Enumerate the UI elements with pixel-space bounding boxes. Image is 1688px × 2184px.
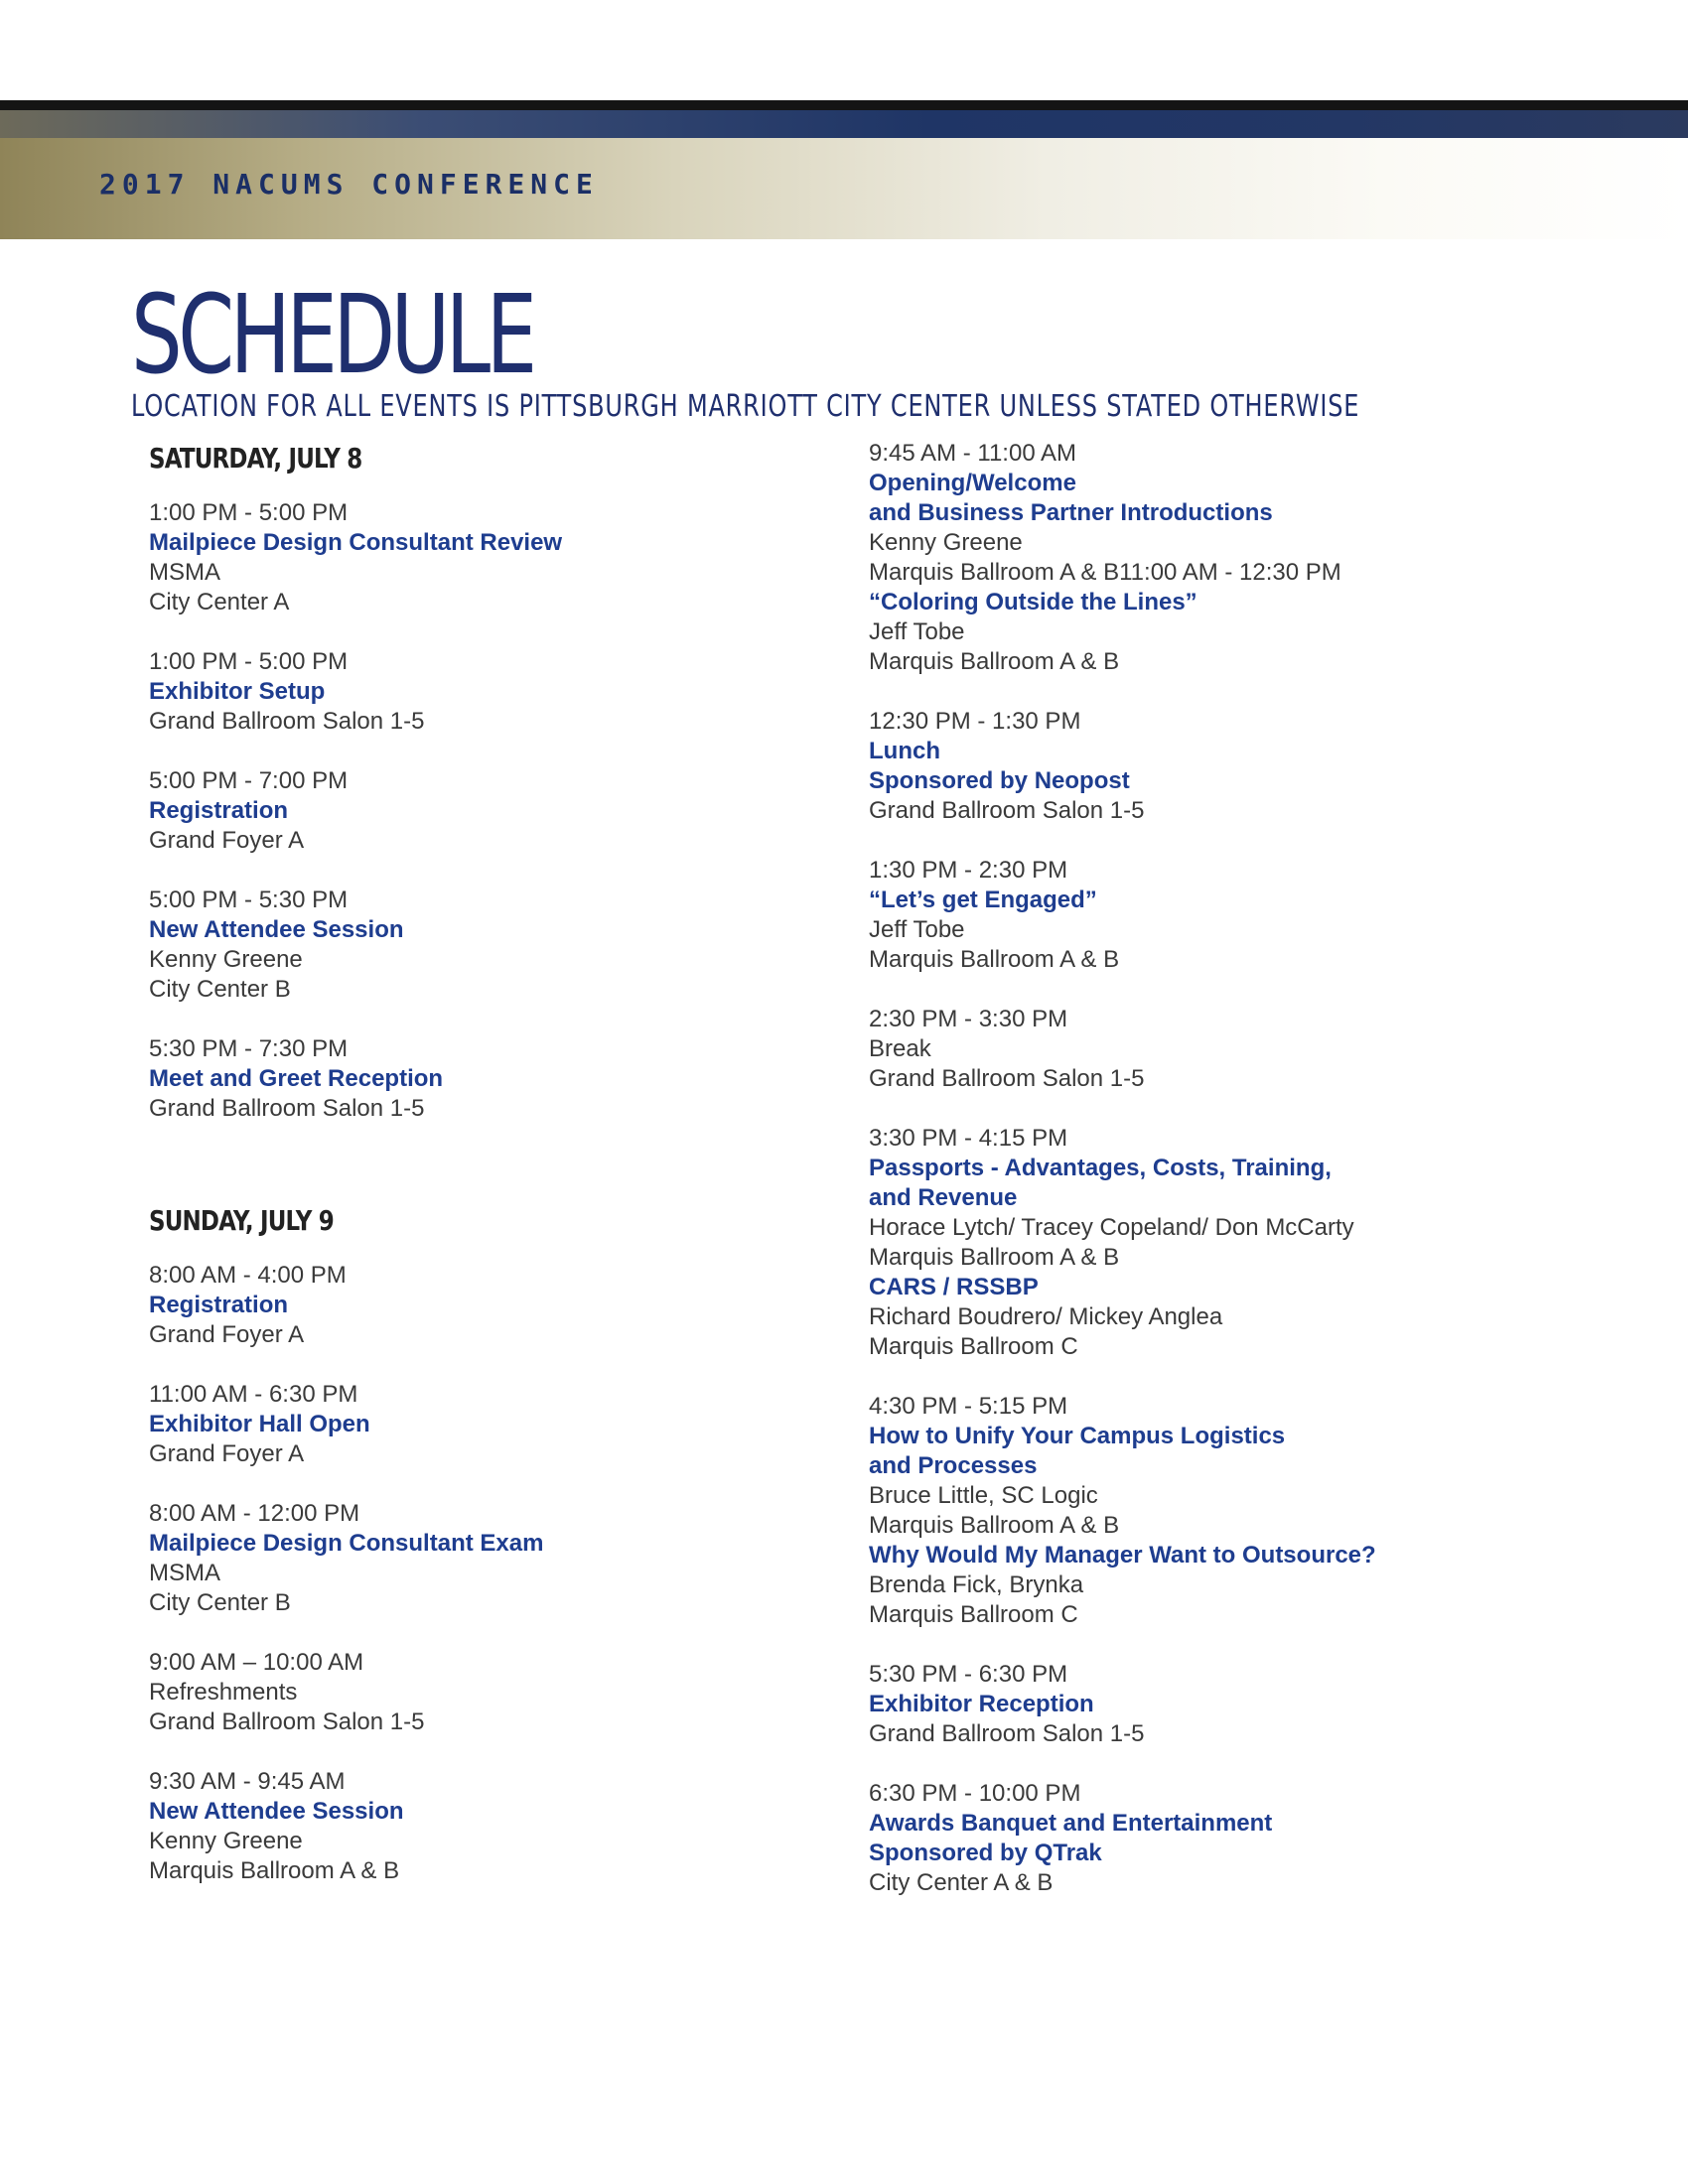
event-detail: Bruce Little, SC Logic [869,1482,1098,1509]
event-location: Marquis Ballroom A & B [869,1244,1120,1271]
event-saturday-2 [149,647,844,737]
event-sunday-6 [869,439,1584,677]
event-title: Lunch [869,738,940,764]
left-column [149,439,844,1916]
event-location: Grand Ballroom Salon 1-5 [869,1720,1145,1747]
event-saturday-4 [149,886,844,1005]
event-time: 1:30 PM - 2:30 PM [869,857,1068,884]
event-location: City Center B [149,1589,291,1616]
event-title: Meet and Greet Reception [149,1065,444,1092]
event-detail: Break [869,1035,931,1062]
event-time: 8:00 AM - 12:00 PM [149,1500,360,1527]
event-time: 8:00 AM - 4:00 PM [149,1262,347,1289]
event-sponsor: Sponsored by QTrak [869,1840,1102,1866]
page-subtitle: LOCATION FOR ALL EVENTS IS PITTSBURGH MARRIOTT CITY CENTER UNLESS STATED OTHERWISE [131,389,1360,424]
event-sponsor: Sponsored by Neopost [869,767,1130,794]
event-title: How to Unify Your Campus Logistics [869,1423,1286,1449]
event-title: Exhibitor Setup [149,678,326,705]
event-title: “Coloring Outside the Lines” [869,589,1197,615]
event-location: City Center B [149,976,291,1003]
event-location: Grand Ballroom Salon 1-5 [869,1065,1145,1092]
event-title: “Let’s get Engaged” [869,887,1097,913]
event-time: 9:00 AM – 10:00 AM [149,1649,364,1676]
event-detail: Kenny Greene [149,1828,303,1854]
event-sunday-5 [149,1767,844,1886]
event-time: 4:30 PM - 5:15 PM [869,1393,1068,1420]
event-time: 5:30 PM - 6:30 PM [869,1661,1068,1688]
event-title: Opening/Welcome [869,470,1076,496]
top-blue-band [0,110,1688,138]
event-title: Exhibitor Hall Open [149,1411,370,1437]
page-title: SCHEDULE [131,271,533,398]
event-sunday-7 [869,707,1584,826]
event-location [869,558,1584,588]
event-time: 5:30 PM - 7:30 PM [149,1035,349,1062]
event-saturday-1 [149,498,844,617]
event-detail: MSMA [149,559,220,586]
event-time: 5:00 PM - 5:30 PM [149,887,349,913]
event-sunday-3 [149,1499,844,1618]
event-time: 6:30 PM - 10:00 PM [869,1780,1081,1807]
event-time: 5:00 PM - 7:00 PM [149,767,349,794]
event-title: New Attendee Session [149,916,404,943]
event-title: New Attendee Session [149,1798,404,1825]
event-title: Why Would My Manager Want to Outsource? [869,1542,1376,1569]
event-sunday-12 [869,1660,1584,1749]
day-heading-sunday: SUNDAY, JULY 9 [149,1204,334,1237]
event-location: Marquis Ballroom C [869,1601,1078,1628]
event-location: Marquis Ballroom A & B [869,946,1120,973]
event-title-cont: and Revenue [869,1184,1018,1211]
right-column [869,439,1584,1928]
event-detail: Brenda Fick, Brynka [869,1571,1084,1598]
event-title: Passports - Advantages, Costs, Training, [869,1155,1332,1181]
event-time: 12:30 PM - 1:30 PM [869,708,1081,735]
day-heading-saturday: SATURDAY, JULY 8 [149,442,362,475]
event-location: Marquis Ballroom C [869,1333,1078,1360]
event-detail: Richard Boudrero/ Mickey Anglea [869,1303,1223,1330]
event-time: 1:00 PM - 5:00 PM [149,499,349,526]
event-sunday-10 [869,1124,1584,1362]
event-sunday-13 [869,1779,1584,1898]
event-title: Awards Banquet and Entertainment [869,1810,1273,1837]
event-sunday-4 [149,1648,844,1737]
event-detail: MSMA [149,1560,220,1586]
event-detail: Kenny Greene [149,946,303,973]
event-location-text: Marquis Ballroom A & B [869,559,1120,586]
event-time: 3:30 PM - 4:15 PM [869,1125,1068,1152]
event-saturday-5 [149,1034,844,1124]
event-time: 2:30 PM - 3:30 PM [869,1006,1068,1032]
event-location: City Center A & B [869,1869,1054,1896]
day-spacer [149,1154,844,1201]
event-time: 1:00 PM - 5:00 PM [149,648,349,675]
event-location: Grand Ballroom Salon 1-5 [149,1708,425,1735]
event-location: City Center A [149,589,290,615]
event-sunday-2 [149,1380,844,1469]
event-title: Exhibitor Reception [869,1691,1094,1717]
event-time-inline: 11:00 AM - 12:30 PM [1119,559,1341,586]
event-time: 9:30 AM - 9:45 AM [149,1768,346,1795]
event-detail: Horace Lytch/ Tracey Copeland/ Don McCarty [869,1214,1354,1241]
event-detail: Refreshments [149,1679,298,1706]
event-sunday-9 [869,1005,1584,1094]
event-title-cont: and Business Partner Introductions [869,499,1273,526]
event-title-cont: and Processes [869,1452,1038,1479]
event-location: Marquis Ballroom A & B [149,1857,400,1884]
event-title: Mailpiece Design Consultant Review [149,529,563,556]
event-title: CARS / RSSBP [869,1274,1039,1300]
event-location: Grand Foyer A [149,1321,305,1348]
header-banner [0,138,1688,239]
event-location: Grand Foyer A [149,827,305,854]
banner-title: 2017 NACUMS CONFERENCE [99,168,599,201]
event-detail: Jeff Tobe [869,618,965,645]
event-title: Registration [149,797,289,824]
event-time: 11:00 AM - 6:30 PM [149,1381,358,1408]
event-sunday-8 [869,856,1584,975]
event-time: 9:45 AM - 11:00 AM [869,440,1077,467]
event-location: Grand Ballroom Salon 1-5 [149,1095,425,1122]
event-title: Registration [149,1292,289,1318]
event-sunday-11 [869,1392,1584,1630]
event-location: Marquis Ballroom A & B [869,1512,1120,1539]
top-rule [0,100,1688,110]
event-title: Mailpiece Design Consultant Exam [149,1530,544,1557]
event-location: Grand Foyer A [149,1440,305,1467]
event-detail: Kenny Greene [869,529,1023,556]
event-location: Grand Ballroom Salon 1-5 [869,797,1145,824]
event-location: Grand Ballroom Salon 1-5 [149,708,425,735]
event-location: Marquis Ballroom A & B [869,648,1120,675]
event-saturday-3 [149,766,844,856]
event-sunday-1 [149,1261,844,1350]
event-detail: Jeff Tobe [869,916,965,943]
